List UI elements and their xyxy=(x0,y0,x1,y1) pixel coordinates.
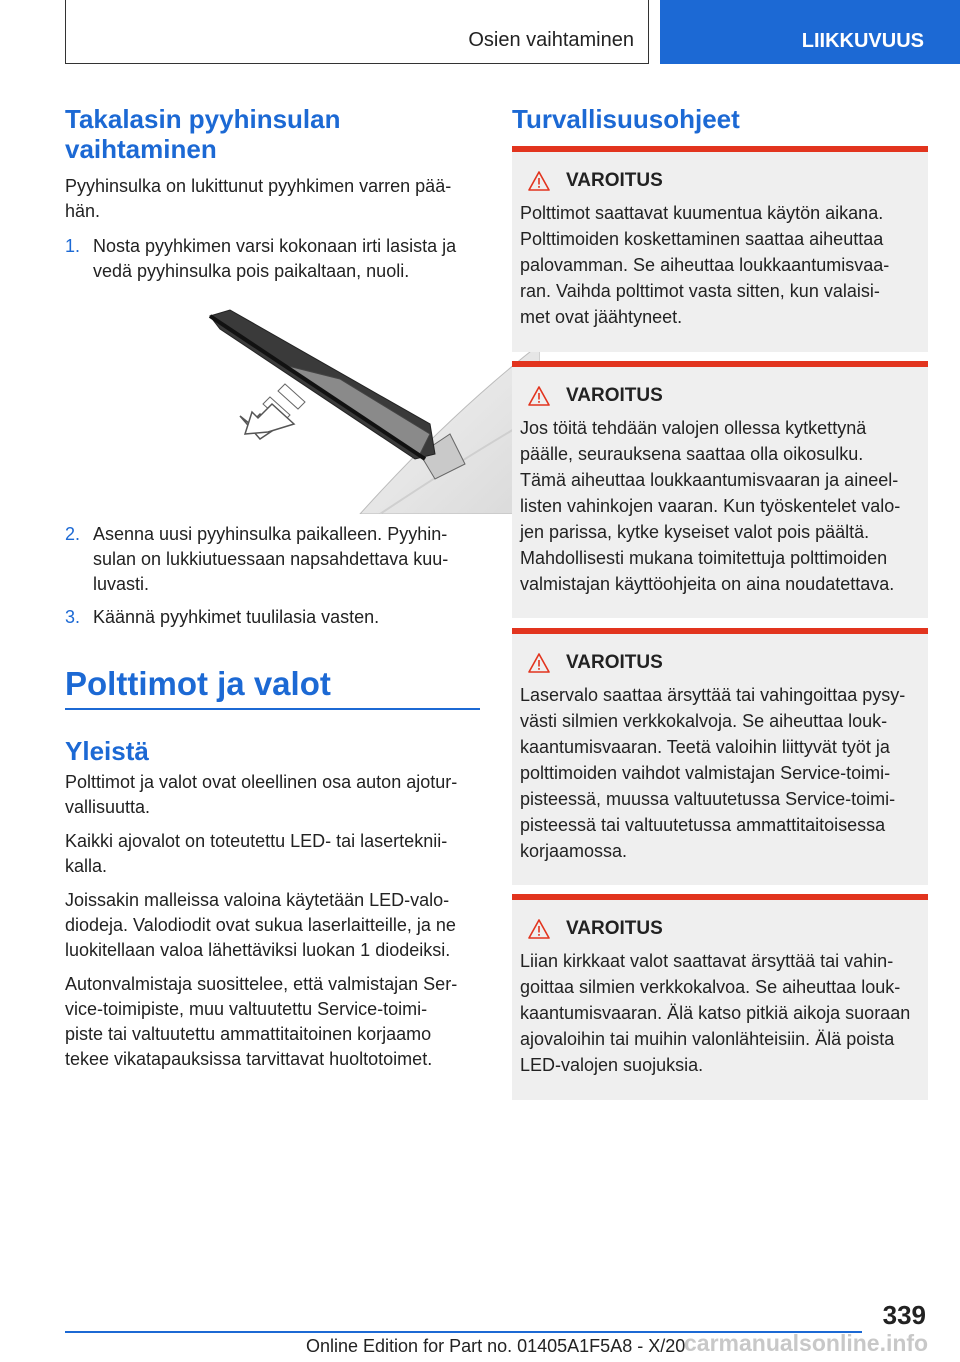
wiper-title: Takalasin pyyhinsulan vaihtaminen xyxy=(65,104,341,164)
wiper-intro: Pyyhinsulka on lukittunut pyyhkimen varren pää- hän. xyxy=(65,176,452,221)
wiper-illustration xyxy=(190,304,540,514)
warning-text: Polttimot saattavat kuumentua käytön aikana. Polttimoiden koskettaminen saattaa aiheuttaa palovamman. Se aiheuttaa loukkaantumisvaa- ran. Vaihda polttimot vasta sitten, kun valaisi- met ovat jäähtyneet. xyxy=(520,203,890,327)
warning-label: VAROITUS xyxy=(566,385,663,406)
header-section-title: Osien vaihtaminen xyxy=(468,29,634,51)
warning-box xyxy=(512,361,928,618)
paragraph: Autonvalmistaja suosittelee, että valmistajan Ser- vice-toimipiste, muu valtuutettu Service-toimi- piste tai valtuutettu ammattitaitoinen korjaamo tekee vikatapauksissa tarvittavat huoltotoimet. xyxy=(65,974,458,1069)
step-number: 2. xyxy=(65,524,81,544)
warning-box xyxy=(512,628,928,885)
step-3: 3. Käännä pyyhkimet tuulilasia vasten. xyxy=(65,605,480,630)
warning-triangle-icon xyxy=(528,171,550,191)
paragraph: Kaikki ajovalot on toteutettu LED- tai laserteknii- kalla. xyxy=(65,831,448,876)
footer-edition: Online Edition for Part no. 01405A1F5A8 - X/20 xyxy=(306,1336,686,1356)
step-1: 1. Nosta pyyhkimen varsi kokonaan irti lasista ja vedä pyyhinsulka pois paikaltaan, nuoli. xyxy=(65,236,457,281)
warning-triangle-icon xyxy=(528,919,550,939)
general-title: Yleistä xyxy=(65,736,149,766)
warning-label: VAROITUS xyxy=(566,170,663,191)
lights-title: Polttimot ja valot xyxy=(65,665,331,702)
watermark: carmanualsonline.info xyxy=(684,1330,929,1356)
wiper-removal-image xyxy=(190,304,540,514)
step-2: 2. Asenna uusi pyyhinsulka paikalleen. Pyyhin- sulan on lukkiutuessaan napsahdettava kuu- luvasti. xyxy=(65,524,449,594)
page-number: 339 xyxy=(882,1300,926,1330)
step-number: 1. xyxy=(65,236,81,256)
warning-label: VAROITUS xyxy=(566,652,663,673)
header-chapter-tab[interactable] xyxy=(660,0,960,64)
warning-label: VAROITUS xyxy=(566,918,663,939)
warning-box xyxy=(512,894,928,1100)
warning-text: Laservalo saattaa ärsyttää tai vahingoittaa pysy- västi silmien verkkokalvoja. Se aiheuttaa louk- kaantumisvaaran. Teetä valoihin liittyvät työt ja polttimoiden vaihdot valmistajan Service-toimi- pisteessä, muussa valtuutetussa Service-toimi- pisteessä tai valtuutetussa ammattitaitoisessa korjaamossa. xyxy=(520,685,906,861)
warning-triangle-icon xyxy=(528,653,550,673)
header-chapter-title: LIIKKUVUUS xyxy=(801,30,924,52)
warning-text: Jos töitä tehdään valojen ollessa kytkettynä päälle, seurauksena saattaa olla oikosulku. Tämä aiheuttaa loukkaantumisvaaran ja aineel- listen vahinkojen vaaran. Kun työskentelet valo- jen parissa, kytke kyseiset valot pois päältä. Mahdollisesti mukana toimitettuja polttimoiden valmistajan käyttöohjeita on aina noudatettava. xyxy=(520,418,901,594)
header-section-box xyxy=(65,0,649,64)
paragraph: Joissakin malleissa valoina käytetään LED-valo- diodeja. Valodiodit ovat sukua laserlaitteille, ja ne luokitellaan valoa lähettäviksi luokan 1 diodeiksi. xyxy=(65,890,456,960)
paragraph: Polttimot ja valot ovat oleellinen osa auton ajotur- vallisuutta. xyxy=(65,772,458,817)
safety-title: Turvallisuusohjeet xyxy=(512,104,740,134)
lights-title-rule xyxy=(65,708,480,710)
right-column xyxy=(512,104,928,1075)
warning-text: Liian kirkkaat valot saattavat ärsyttää tai vahin- goittaa silmien verkkokalvoa. Se aiheuttaa louk- kaantumisvaaran. Älä katso pitkiä aikoja suoraan ajovaloihin tai muihin valonlähteisiin. Älä poista LED-valojen suojuksia. xyxy=(520,951,911,1075)
left-column xyxy=(65,104,480,1072)
warning-box xyxy=(512,146,928,352)
step-number: 3. xyxy=(65,607,81,627)
warning-triangle-icon xyxy=(528,386,550,406)
